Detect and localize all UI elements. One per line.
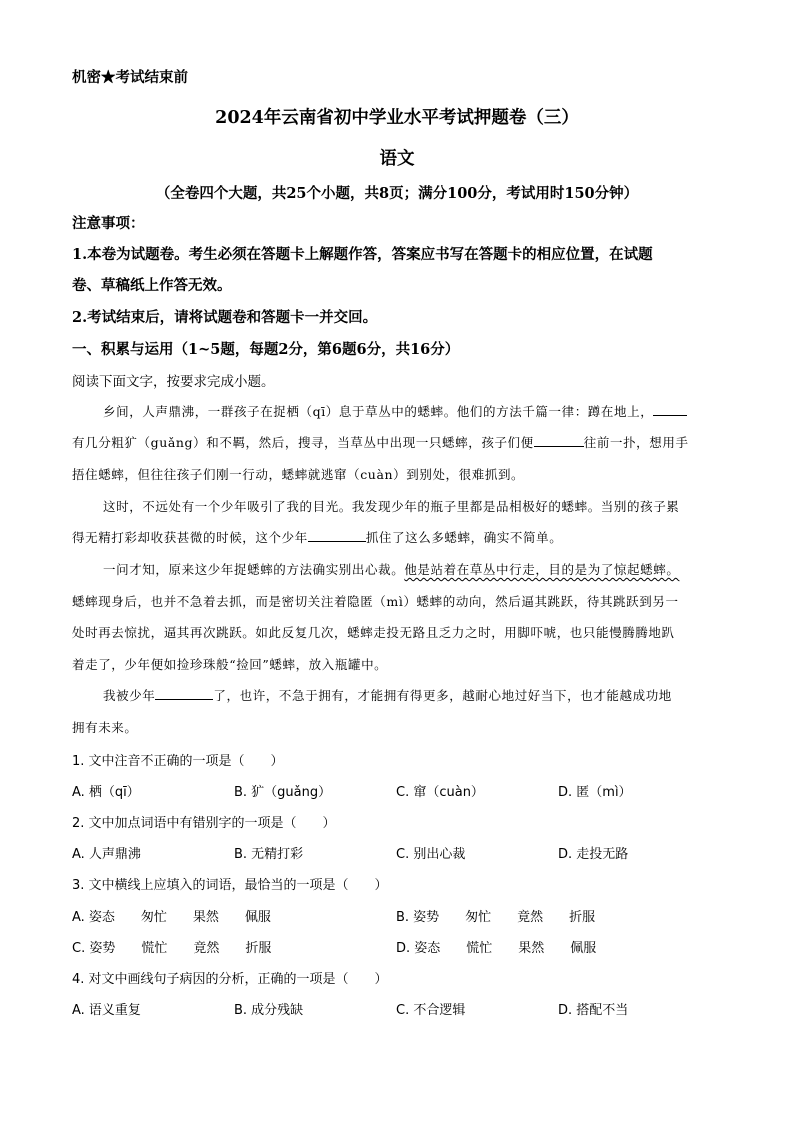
q2-option-a[interactable]: A. 人声鼎沸 <box>72 847 141 862</box>
passage-line: 蟋蟀现身后，也并不急着去抓，而是密切关注着隐匿（mì）蟋蟀的动向，然后逼其跳跃，待其跳跃到另一 <box>72 594 679 609</box>
question-2-stem: 2. 文中加点词语中有错别字的一项是（ ） <box>72 816 336 831</box>
q4-option-a[interactable]: A. 语义重复 <box>72 1003 141 1018</box>
q1-option-b[interactable]: B. 犷（guǎng） <box>234 785 332 800</box>
q4-option-c[interactable]: C. 不合逻辑 <box>396 1003 466 1018</box>
passage-line <box>72 433 689 451</box>
passage-text: 抓住了这么多蟋蟀，确实不简单。 <box>365 530 563 545</box>
passage-line: 捂住蟋蟀，但往往孩子们刚一行动，蟋蟀就逃窜（cuàn）到别处，很难抓到。 <box>72 467 525 482</box>
passage-line <box>103 560 679 578</box>
passage-line: 拥有未来。 <box>72 720 138 735</box>
passage-line <box>103 686 672 704</box>
passage-text: 得无精打彩却收获甚微的时候，这个少年 <box>72 530 308 545</box>
q1-option-c[interactable]: C. 窜（cuàn） <box>396 785 484 800</box>
underlined-sentence: 他是站着在草丛中行走，目的是为了惊起蟋蟀。 <box>404 562 680 577</box>
confidential-label: 机密★考试结束前 <box>72 69 188 86</box>
fill-blank-2 <box>534 433 584 447</box>
passage-line <box>103 402 687 420</box>
q4-option-b[interactable]: B. 成分残缺 <box>234 1003 304 1018</box>
passage-text: 有几分粗犷（guǎng）和不羁，然后，搜寻，当草丛中出现一只蟋蟀，孩子们便 <box>72 435 534 450</box>
q1-option-a[interactable]: A. 栖（qī） <box>72 785 140 800</box>
passage-line: 处时再去惊扰，逼其再次跳跃。如此反复几次，蟋蟀走投无路且乏力之时，用脚吓唬，也只能慢腾腾地趴 <box>72 625 675 640</box>
exam-title: 2024年云南省初中学业水平考试押题卷（三） <box>215 108 579 128</box>
passage-text: 往前一扑，想用手 <box>583 435 689 450</box>
passage-line: 这时，不远处有一个少年吸引了我的目光。我发现少年的瓶子里都是品相极好的蟋蟀。当别的孩子累 <box>103 499 680 514</box>
passage-line: 着走了，少年便如捡珍珠般“捡回”蟋蟀，放入瓶罐中。 <box>72 657 388 672</box>
note-1-line-2: 卷、草稿纸上作答无效。 <box>72 277 232 294</box>
passage-text: 乡间，人声鼎沸，一群孩子在捉栖（qī）息于草丛中的蟋蟀。他们的方法千篇一律：蹲在地上， <box>103 404 654 419</box>
fill-blank-3 <box>308 528 366 542</box>
passage-text: 我被少年 <box>103 688 156 703</box>
passage-text: 了，也许，不急于拥有，才能拥有得更多，越耐心地过好当下，也才能越成功地 <box>213 688 672 703</box>
passage-text: 一问才知，原来这少年捉蟋蟀的方法确实别出心裁。 <box>103 562 405 577</box>
q3-option-a[interactable]: A. 姿态 匆忙 果然 佩服 <box>72 910 271 925</box>
note-1-line-1: 1.本卷为试题卷。考生必须在答题卡上解题作答，答案应书写在答题卡的相应位置，在试题 <box>72 246 653 263</box>
question-1-stem: 1. 文中注音不正确的一项是（ ） <box>72 754 284 769</box>
fill-blank-1 <box>653 402 687 416</box>
reading-instruction: 阅读下面文字，按要求完成小题。 <box>72 374 275 390</box>
q2-option-c[interactable]: C. 别出心裁 <box>396 847 466 862</box>
passage-line <box>72 528 562 546</box>
question-4-stem: 4. 对文中画线句子病因的分析，正确的一项是（ ） <box>72 972 388 987</box>
q1-option-d[interactable]: D. 匿（mì） <box>558 785 632 800</box>
q3-option-b[interactable]: B. 姿势 匆忙 竟然 折服 <box>396 910 596 925</box>
notes-heading: 注意事项： <box>72 215 145 232</box>
q3-option-d[interactable]: D. 姿态 慌忙 果然 佩服 <box>396 941 597 956</box>
section-1-heading: 一、积累与运用（1~5题，每题2分，第6题6分，共16分） <box>72 341 460 358</box>
exam-info: （全卷四个大题，共25个小题，共8页；满分100分，考试用时150分钟） <box>155 185 639 202</box>
q2-option-b[interactable]: B. 无精打彩 <box>234 847 304 862</box>
q4-option-d[interactable]: D. 搭配不当 <box>558 1003 629 1018</box>
q2-option-d[interactable]: D. 走投无路 <box>558 847 629 862</box>
q3-option-c[interactable]: C. 姿势 慌忙 竟然 折服 <box>72 941 272 956</box>
question-3-stem: 3. 文中横线上应填入的词语，最恰当的一项是（ ） <box>72 878 388 893</box>
note-2: 2.考试结束后，请将试题卷和答题卡一并交回。 <box>72 309 378 326</box>
subject-title: 语文 <box>379 149 415 169</box>
fill-blank-4 <box>155 686 213 700</box>
